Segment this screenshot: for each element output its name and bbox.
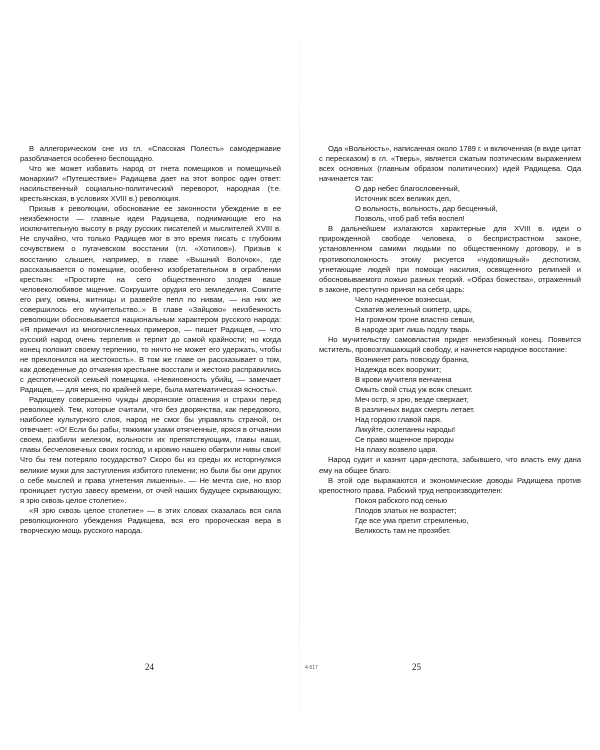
page-number: 24 bbox=[145, 662, 154, 672]
printer-signature: 4-517 bbox=[305, 665, 318, 671]
page-number: 25 bbox=[412, 662, 421, 672]
paragraph: Ода «Вольность», написанная около 1789 г. и включенная (в виде цитат с пересказом) в гл. «Тверь», является сжатым поэтическим выражением всех основных (главным образом политических) идей Радищева. Ода начинается так: bbox=[319, 144, 581, 184]
verse-stanza: О дар небес благословенный, Источник всех великих дел, О вольность, вольность, дар бесценный, Позволь, чтоб раб тебя воспел! bbox=[355, 184, 498, 224]
paragraph: Радищеву совершенно чужды дворянские опасения и страхи перед революцией. Тем, которые считали, что без дворянства, как передового, наиболее культурного слоя, народ не смог бы управлять страной, он отвечает: «О! Если бы рабы, тяжкими узами отягченные, яряся в отчаянии своем, разбили железом, вольности их препятствующим, главы наши, главы бесчеловечных своих господ, и кровию нашею обагрили нивы свои! Что бы тем потеряло государство? Скоро бы из среды их исторгнулися великие мужи для заступления избитого племени; но были бы они других о себе мыслей и права угнетения лишенны». — Не мечта сие, но взор проницает густую завесу времени, от очей наших будущее скрывающую; я зрю сквозь целое столетие». bbox=[20, 395, 281, 505]
verse-stanza: Покоя рабского под сенью Плодов златых не возрастет; Где все ума претит стремленью, Великость там не прозябет. bbox=[355, 495, 469, 535]
left-page-text bbox=[20, 144, 281, 536]
paragraph: В аллегорическом сне из гл. «Спасская Полесть» самодержавие разоблачается особенно беспощадно. bbox=[20, 144, 281, 164]
paragraph: Народ судит и казнит царя-деспота, забывшего, что власть ему дана ему на общее благо. bbox=[319, 455, 581, 475]
paragraph: В этой оде выражаются и экономические доводы Радищева против крепостного права. Рабский труд непроизводителен: bbox=[319, 475, 581, 495]
verse-stanza: Возникнет рать повсюду бранна, Надежда всех вооружит; В крови мучителя венчанна Омыть свой стыд уж всяк спешит. Меч остр, я зрю, везде сверкает, В различных видах смерть летает. Над гордою главой паря. Ликуйте, склепанны народы! Се право мщенное природы На плаху возвело царя. bbox=[355, 354, 475, 455]
paragraph: Но мучительству самовластия придет неизбежный конец. Появится мститель, провозглашающий свободу, и начнется народное восстание: bbox=[319, 334, 581, 354]
paragraph: В дальнейшем излагаются характерные для XVIII в. идеи о прирожденной свободе человека, о беспристрастном законе, установленном самими людьми по общественному договору, и в противоположность этому рисуется «чудовищный» деспотизм, угнетающие людей при помощи насилия, освященного религией и обосновываемого ложью разных теорий. «Образ божества», отраженный в законе, преступно принял на себя царь: bbox=[319, 224, 581, 294]
right-page-text bbox=[319, 144, 581, 536]
paragraph: Призыв к революции, обоснование ее законности убеждение в ее неизбежности — главные идеи Радищева, поднимающие его на исключительную высоту в ряду русских писателей и мыслителей XVIII в. Не случайно, что только Радищев мог в это время писать с глубоким сочувствием о пугачевском восстании (гл. «Хотилов»). Призыв к восстанию слышен, например, в главе «Вышний Волочок», где рассказывается о помещике, особенно изобретательном в ограблении крестьян: «Простирте на сего общественного злодея ваше человеколюбивое мщение. Сокрушите орудия его земледелия. Сожгите его ригу, овины, житницы и развейте пепл по нивам, — на них же совершилось его мучительство..» В главе «Зайцово» неизбежность революции обосновывается национальным характером русского народа: «Я примечил из многочисленных примеров, — пишет Радищев, — что русский народ очень терпелив и терпит до самой крайности; но когда конец положит своему терпению, то ничто не может его удержать, чтобы не преклонился на жестокость». В том же главе он рассказывает о том, как доведенные до отчаяния крестьяне восстали и жестоко расправились с деспотической семьей помещика. «Невиновность убийц, — замечает Радищев, — для меня, по крайней мере, была математическая ясность». bbox=[20, 204, 281, 395]
verse-stanza: Чело надменное вознесши, Схватив железный скипетр, царь, На громном троне властно севши, В народе зрит лишь подлу тварь. bbox=[355, 294, 475, 334]
paragraph: «Я зрю сквозь целое столетие» — в этих словах сказалась вся сила революционного убеждения Радищева, вся его пророческая вера в творческую мощь русского народа. bbox=[20, 505, 281, 535]
right-page bbox=[300, 0, 600, 750]
paragraph: Что же может избавить народ от гнета помещиков и помещичьей монархии? «Путешествие» Радищева дает на этот вопрос один ответ: насильственный социально-политический переворот, народная (т.е. крестьянская, в условиях XVIII в.) революция. bbox=[20, 164, 281, 204]
